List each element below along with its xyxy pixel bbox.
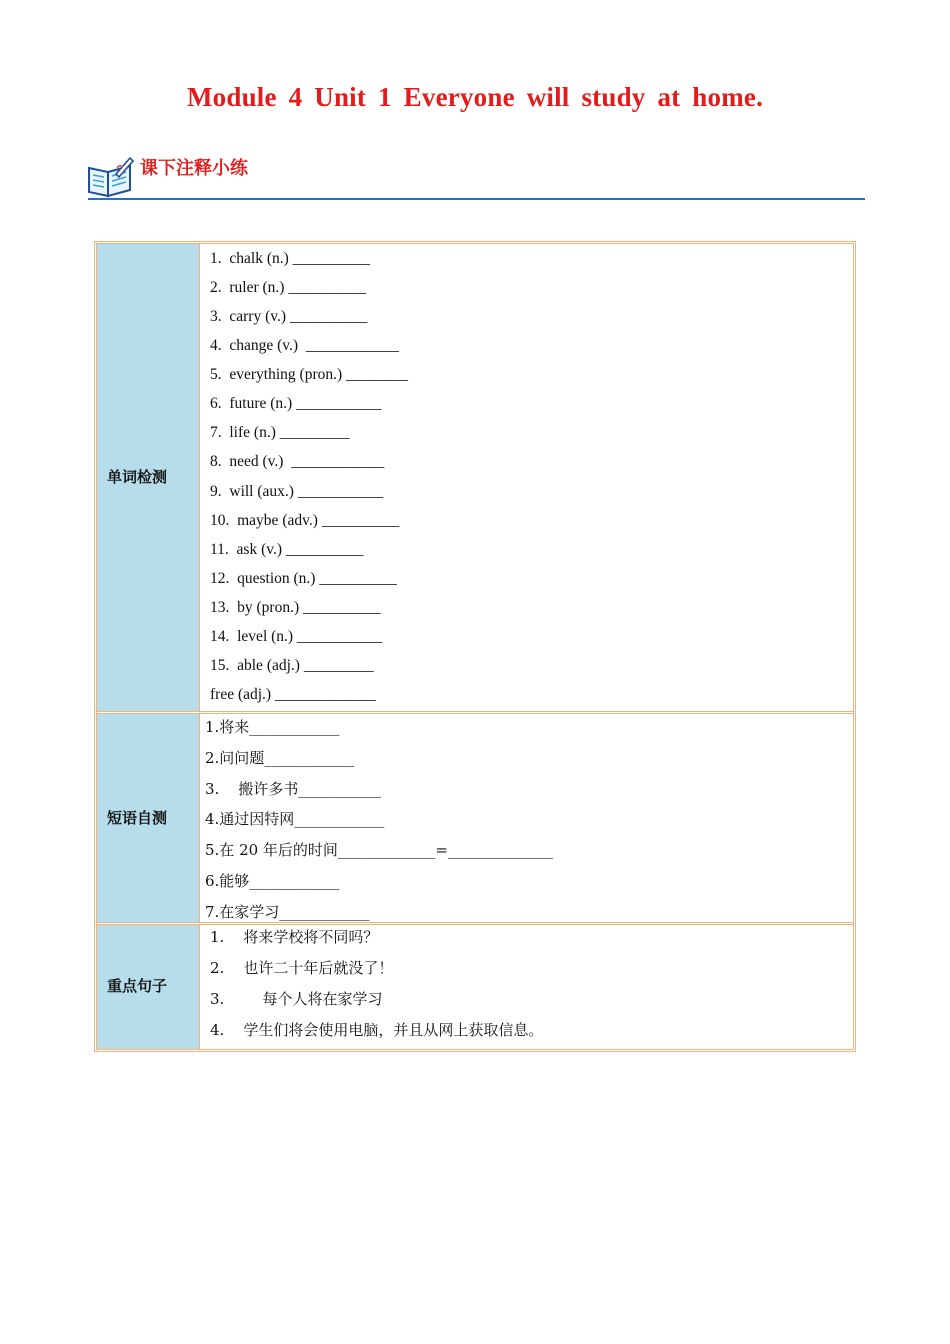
- words-label: 单词检测: [107, 468, 168, 486]
- phrase-item: 5.在 20 年后的时间_____________=______________: [205, 841, 554, 859]
- word-item: 4. change (v.) ____________: [210, 337, 399, 354]
- word-item: 10. maybe (adv.) __________: [210, 512, 400, 529]
- section-label: 课下注释小练: [140, 158, 248, 179]
- phrase-item: 7.在家学习____________: [205, 903, 370, 921]
- word-item: 11. ask (v.) __________: [210, 541, 364, 558]
- word-item: 15. able (adj.) _________: [210, 657, 374, 674]
- word-item: 13. by (pron.) __________: [210, 599, 381, 616]
- phrase-item: 4.通过因特网____________: [205, 810, 385, 828]
- word-item: 8. need (v.) ____________: [210, 453, 385, 470]
- book-icon: [86, 154, 134, 198]
- phrase-item: 3. 搬许多书___________: [205, 780, 381, 798]
- words-label-cell: [97, 244, 200, 711]
- words-content: [201, 244, 853, 711]
- sentences-label-cell: [97, 925, 200, 1049]
- phrases-content: [201, 714, 853, 922]
- word-item: 2. ruler (n.) __________: [210, 279, 366, 296]
- sentence-item: 3. 每个人将在家学习: [210, 990, 383, 1008]
- section-divider: [88, 198, 865, 200]
- phrases-label-cell: [97, 714, 200, 922]
- sentences-content: [201, 925, 853, 1049]
- section-header: [86, 150, 866, 198]
- word-item: 14. level (n.) ___________: [210, 628, 383, 645]
- sentence-item: 1. 将来学校将不同吗？: [210, 928, 379, 946]
- sentences-row: [97, 925, 853, 1049]
- word-item: 1. chalk (n.) __________: [210, 250, 371, 267]
- phrase-item: 2.问问题____________: [205, 749, 355, 767]
- page-title: Module 4 Unit 1 Everyone will study at home.: [186, 82, 764, 112]
- exercise-table: [94, 241, 856, 1052]
- sentence-item: 4. 学生们将会使用电脑，并且从网上获取信息。: [210, 1021, 544, 1039]
- phrases-row: [97, 714, 853, 922]
- phrase-item: 6.能够____________: [205, 872, 340, 890]
- word-item: 3. carry (v.) __________: [210, 308, 368, 325]
- words-row: [97, 244, 853, 711]
- sentences-label: 重点句子: [107, 977, 168, 995]
- word-item: 7. life (n.) _________: [210, 424, 350, 441]
- phrases-label: 短语自测: [107, 809, 168, 827]
- word-item: free (adj.) _____________: [210, 686, 376, 703]
- sentence-item: 2. 也许二十年后就没了！: [210, 959, 394, 977]
- word-item: 9. will (aux.) ___________: [210, 483, 384, 500]
- word-item: 6. future (n.) ___________: [210, 395, 382, 412]
- word-item: 12. question (n.) __________: [210, 570, 397, 587]
- word-item: 5. everything (pron.) ________: [210, 366, 409, 383]
- phrase-item: 1.将来____________: [205, 718, 340, 736]
